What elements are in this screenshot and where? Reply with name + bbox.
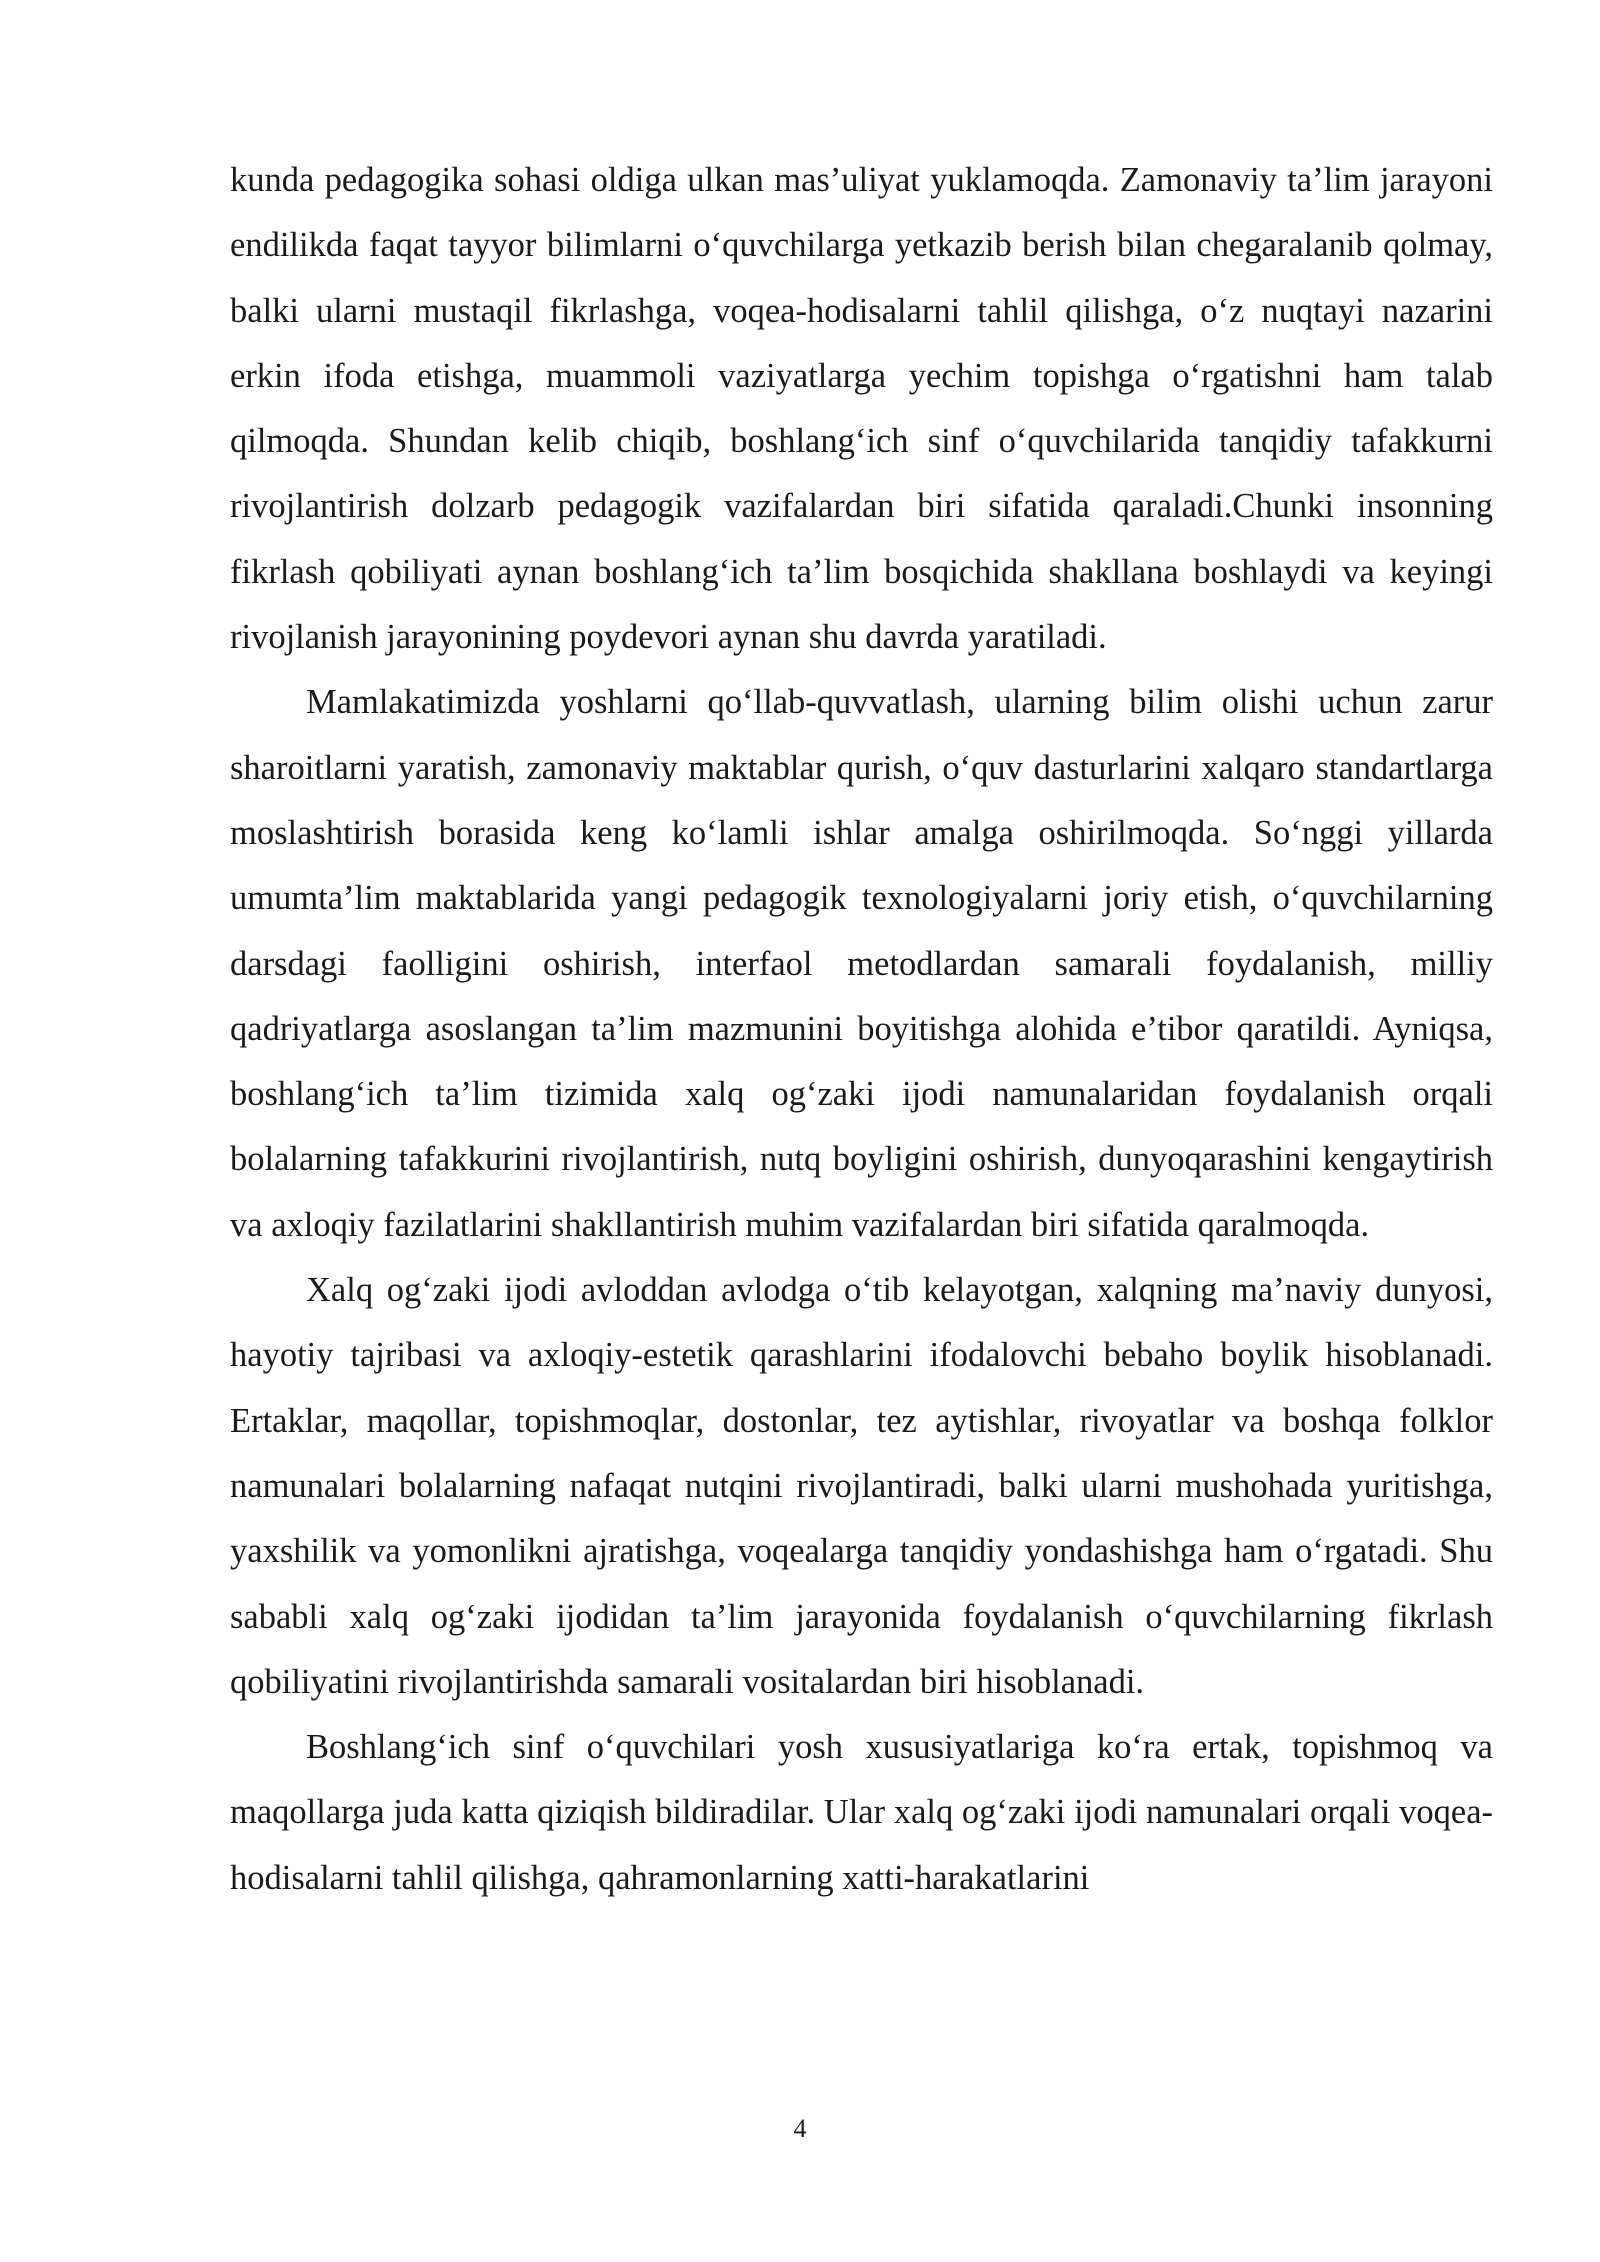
body-text	[230, 148, 1493, 1911]
page-number: 4	[793, 2114, 807, 2143]
paragraph-3: Xalq og‘zaki ijodi avloddan avlodga o‘tib kelayotgan, xalqning ma’naviy dunyosi, hayotiy tajribasi va axloqiy-estetik qarashlarini ifodalovchi bebaho boylik hisoblanadi. Ertaklar, maqollar, topishmoqlar, dostonlar, tez aytishlar, rivoyatlar va boshqa folklor namunalari bolalarning nafaqat nutqini rivojlantiradi, balki ularni mushohada yuritishga, yaxshilik va yomonlikni ajratishga, voqealarga tanqidiy yondashishga ham o‘rgatadi. Shu sababli xalq og‘zaki ijodidan ta’lim jarayonida foydalanish o‘quvchilarning fikrlash qobiliyatini rivojlantirishda samarali vositalardan biri hisoblanadi.	[230, 1271, 1493, 1701]
paragraph-1: kunda pedagogika sohasi oldiga ulkan mas’uliyat yuklamoqda. Zamonaviy ta’lim jarayoni endilikda faqat tayyor bilimlarni o‘quvchilarga yetkazib berish bilan chegaralanib qolmay, balki ularni mustaqil fikrlashga, voqea-hodisalarni tahlil qilishga, o‘z nuqtayi nazarini erkin ifoda etishga, muammoli vaziyatlarga yechim topishga o‘rgatishni ham talab qilmoqda. Shundan kelib chiqib, boshlang‘ich sinf o‘quvchilarida tanqidiy tafakkurni rivojlantirish dolzarb pedagogik vazifalardan biri sifatida qaraladi.Chunki insonning fikrlash qobiliyati aynan boshlang‘ich ta’lim bosqichida shakllana boshlaydi va keyingi rivojlanish jarayonining poydevori aynan shu davrda yaratiladi.	[230, 161, 1493, 657]
paragraph-4: Boshlang‘ich sinf o‘quvchilari yosh xususiyatlariga ko‘ra ertak, topishmoq va maqollarga juda katta qiziqish bildiradilar. Ular xalq og‘zaki ijodi namunalari orqali voqea-hodisalarni tahlil qilishga, qahramonlarning xatti-harakatlarini	[230, 1728, 1493, 1897]
paragraph-2: Mamlakatimizda yoshlarni qo‘llab-quvvatlash, ularning bilim olishi uchun zarur sharoitlarni yaratish, zamonaviy maktablar qurish, o‘quv dasturlarini xalqaro standartlarga moslashtirish borasida keng ko‘lamli ishlar amalga oshirilmoqda. So‘nggi yillarda umumta’lim maktablarida yangi pedagogik texnologiyalarni joriy etish, o‘quvchilarning darsdagi faolligini oshirish, interfaol metodlardan samarali foydalanish, milliy qadriyatlarga asoslangan ta’lim mazmunini boyitishga alohida e’tibor qaratildi. Ayniqsa, boshlang‘ich ta’lim tizimida xalq og‘zaki ijodi namunalaridan foydalanish orqali bolalarning tafakkurini rivojlantirish, nutq boyligini oshirish, dunyoqarashini kengaytirish va axloqiy fazilatlarini shakllantirish muhim vazifalardan biri sifatida qaralmoqda.	[230, 683, 1493, 1244]
